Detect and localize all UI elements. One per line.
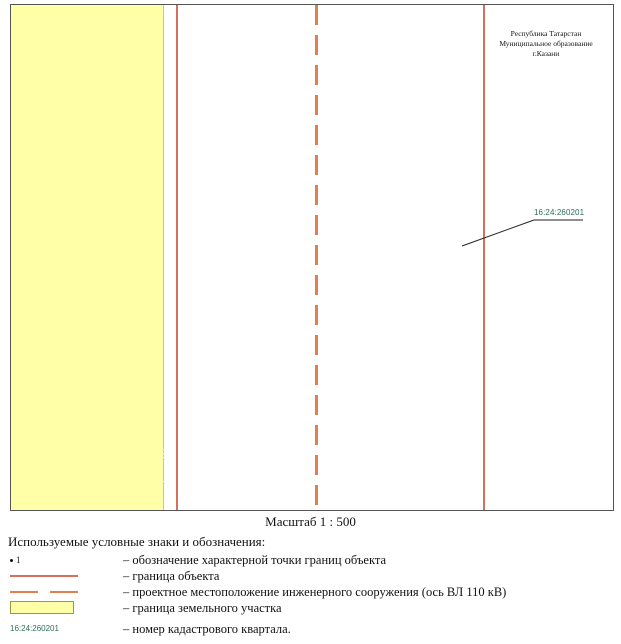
land-plot-swatch-icon xyxy=(10,600,80,616)
legend-item-boundary xyxy=(8,568,608,584)
quarter-number-sample: 16:24:260201 xyxy=(10,624,59,633)
legend-description: – обозначение характерной точки границ объекта xyxy=(123,553,387,567)
map-frame xyxy=(10,4,614,511)
legend-title: Используемые условные знаки и обозначения: xyxy=(8,534,266,549)
legend-description: – граница объекта xyxy=(123,569,220,583)
quarter-leader-line xyxy=(11,5,614,511)
legend-item-quarter xyxy=(8,621,608,637)
admin-label-line: г.Казани xyxy=(532,49,560,58)
point-number: 1 xyxy=(16,555,21,565)
legend-item-land-plot xyxy=(8,600,608,616)
admin-label-line: Республика Татарстан xyxy=(510,29,582,38)
map-scale: Масштаб 1 : 500 xyxy=(265,514,356,529)
legend-item-point xyxy=(8,552,608,568)
boundary-line-icon xyxy=(10,568,80,584)
legend-description: – проектное местоположение инженерного сооружения (ось ВЛ 110 кВ) xyxy=(123,585,507,599)
dashed-axis-line-icon xyxy=(10,584,80,600)
cadastral-quarter-number[interactable]: 16:24:260201 xyxy=(534,208,585,217)
point-marker-icon xyxy=(10,552,80,568)
legend-description: – номер кадастрового квартала. xyxy=(123,622,291,636)
legend-item-axis xyxy=(8,584,608,600)
legend-description: – граница земельного участка xyxy=(123,601,282,615)
admin-label-line: Муниципальное образование xyxy=(499,39,593,48)
